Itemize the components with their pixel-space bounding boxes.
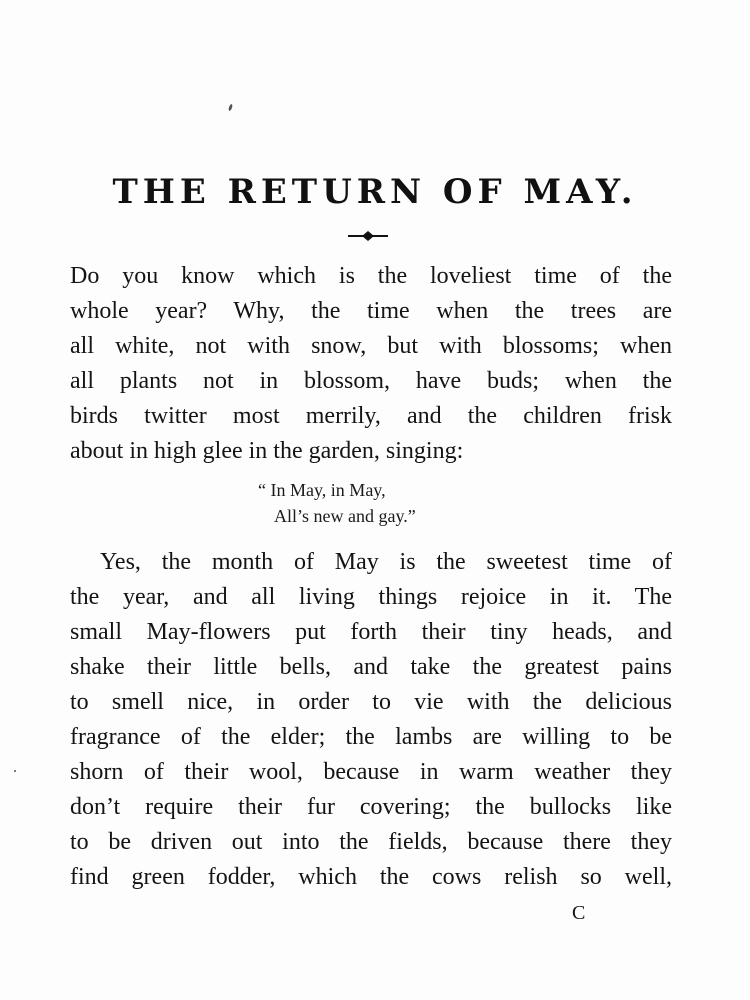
text-line: fragrance of the elder; the lambs are willing to be <box>70 724 672 750</box>
text-line: Yes, the month of May is the sweetest time of <box>100 549 672 575</box>
signature-mark: C <box>572 902 586 924</box>
ink-speck <box>228 104 233 112</box>
ink-speck <box>14 770 16 772</box>
verse-text: “ In May, in May, <box>258 480 386 500</box>
text-line: find green fodder, which the cows relish so well, <box>70 864 672 890</box>
text-line: shake their little bells, and take the greatest pains <box>70 654 672 680</box>
text-line: to smell nice, in order to vie with the delicious <box>70 689 672 715</box>
title-ornament-divider <box>348 230 388 242</box>
text-line: Do you know which is the loveliest time of the <box>70 263 672 289</box>
text-line: the year, and all living things rejoice in it. The <box>70 584 672 610</box>
text-line: all white, not with snow, but with blossoms; when <box>70 333 672 359</box>
text-line: small May-flowers put forth their tiny heads, and <box>70 619 672 645</box>
chapter-title: THE RETURN OF MAY. <box>112 172 638 212</box>
text-line: about in high glee in the garden, singing: <box>70 438 464 464</box>
verse-line-2 <box>274 503 750 529</box>
text-line: to be driven out into the fields, because there they <box>70 829 672 855</box>
verse-line-1 <box>258 477 750 503</box>
text-line: whole year? Why, the time when the trees are <box>70 298 672 324</box>
paragraph-2 <box>70 545 672 895</box>
text-line: don’t require their fur covering; the bullocks like <box>70 794 672 820</box>
paragraph-1 <box>70 259 672 469</box>
verse-text: All’s new and gay.” <box>274 506 416 526</box>
text-line: shorn of their wool, because in warm weather they <box>70 759 672 785</box>
text-line: all plants not in blossom, have buds; when the <box>70 368 672 394</box>
text-line: birds twitter most merrily, and the children frisk <box>70 403 672 429</box>
